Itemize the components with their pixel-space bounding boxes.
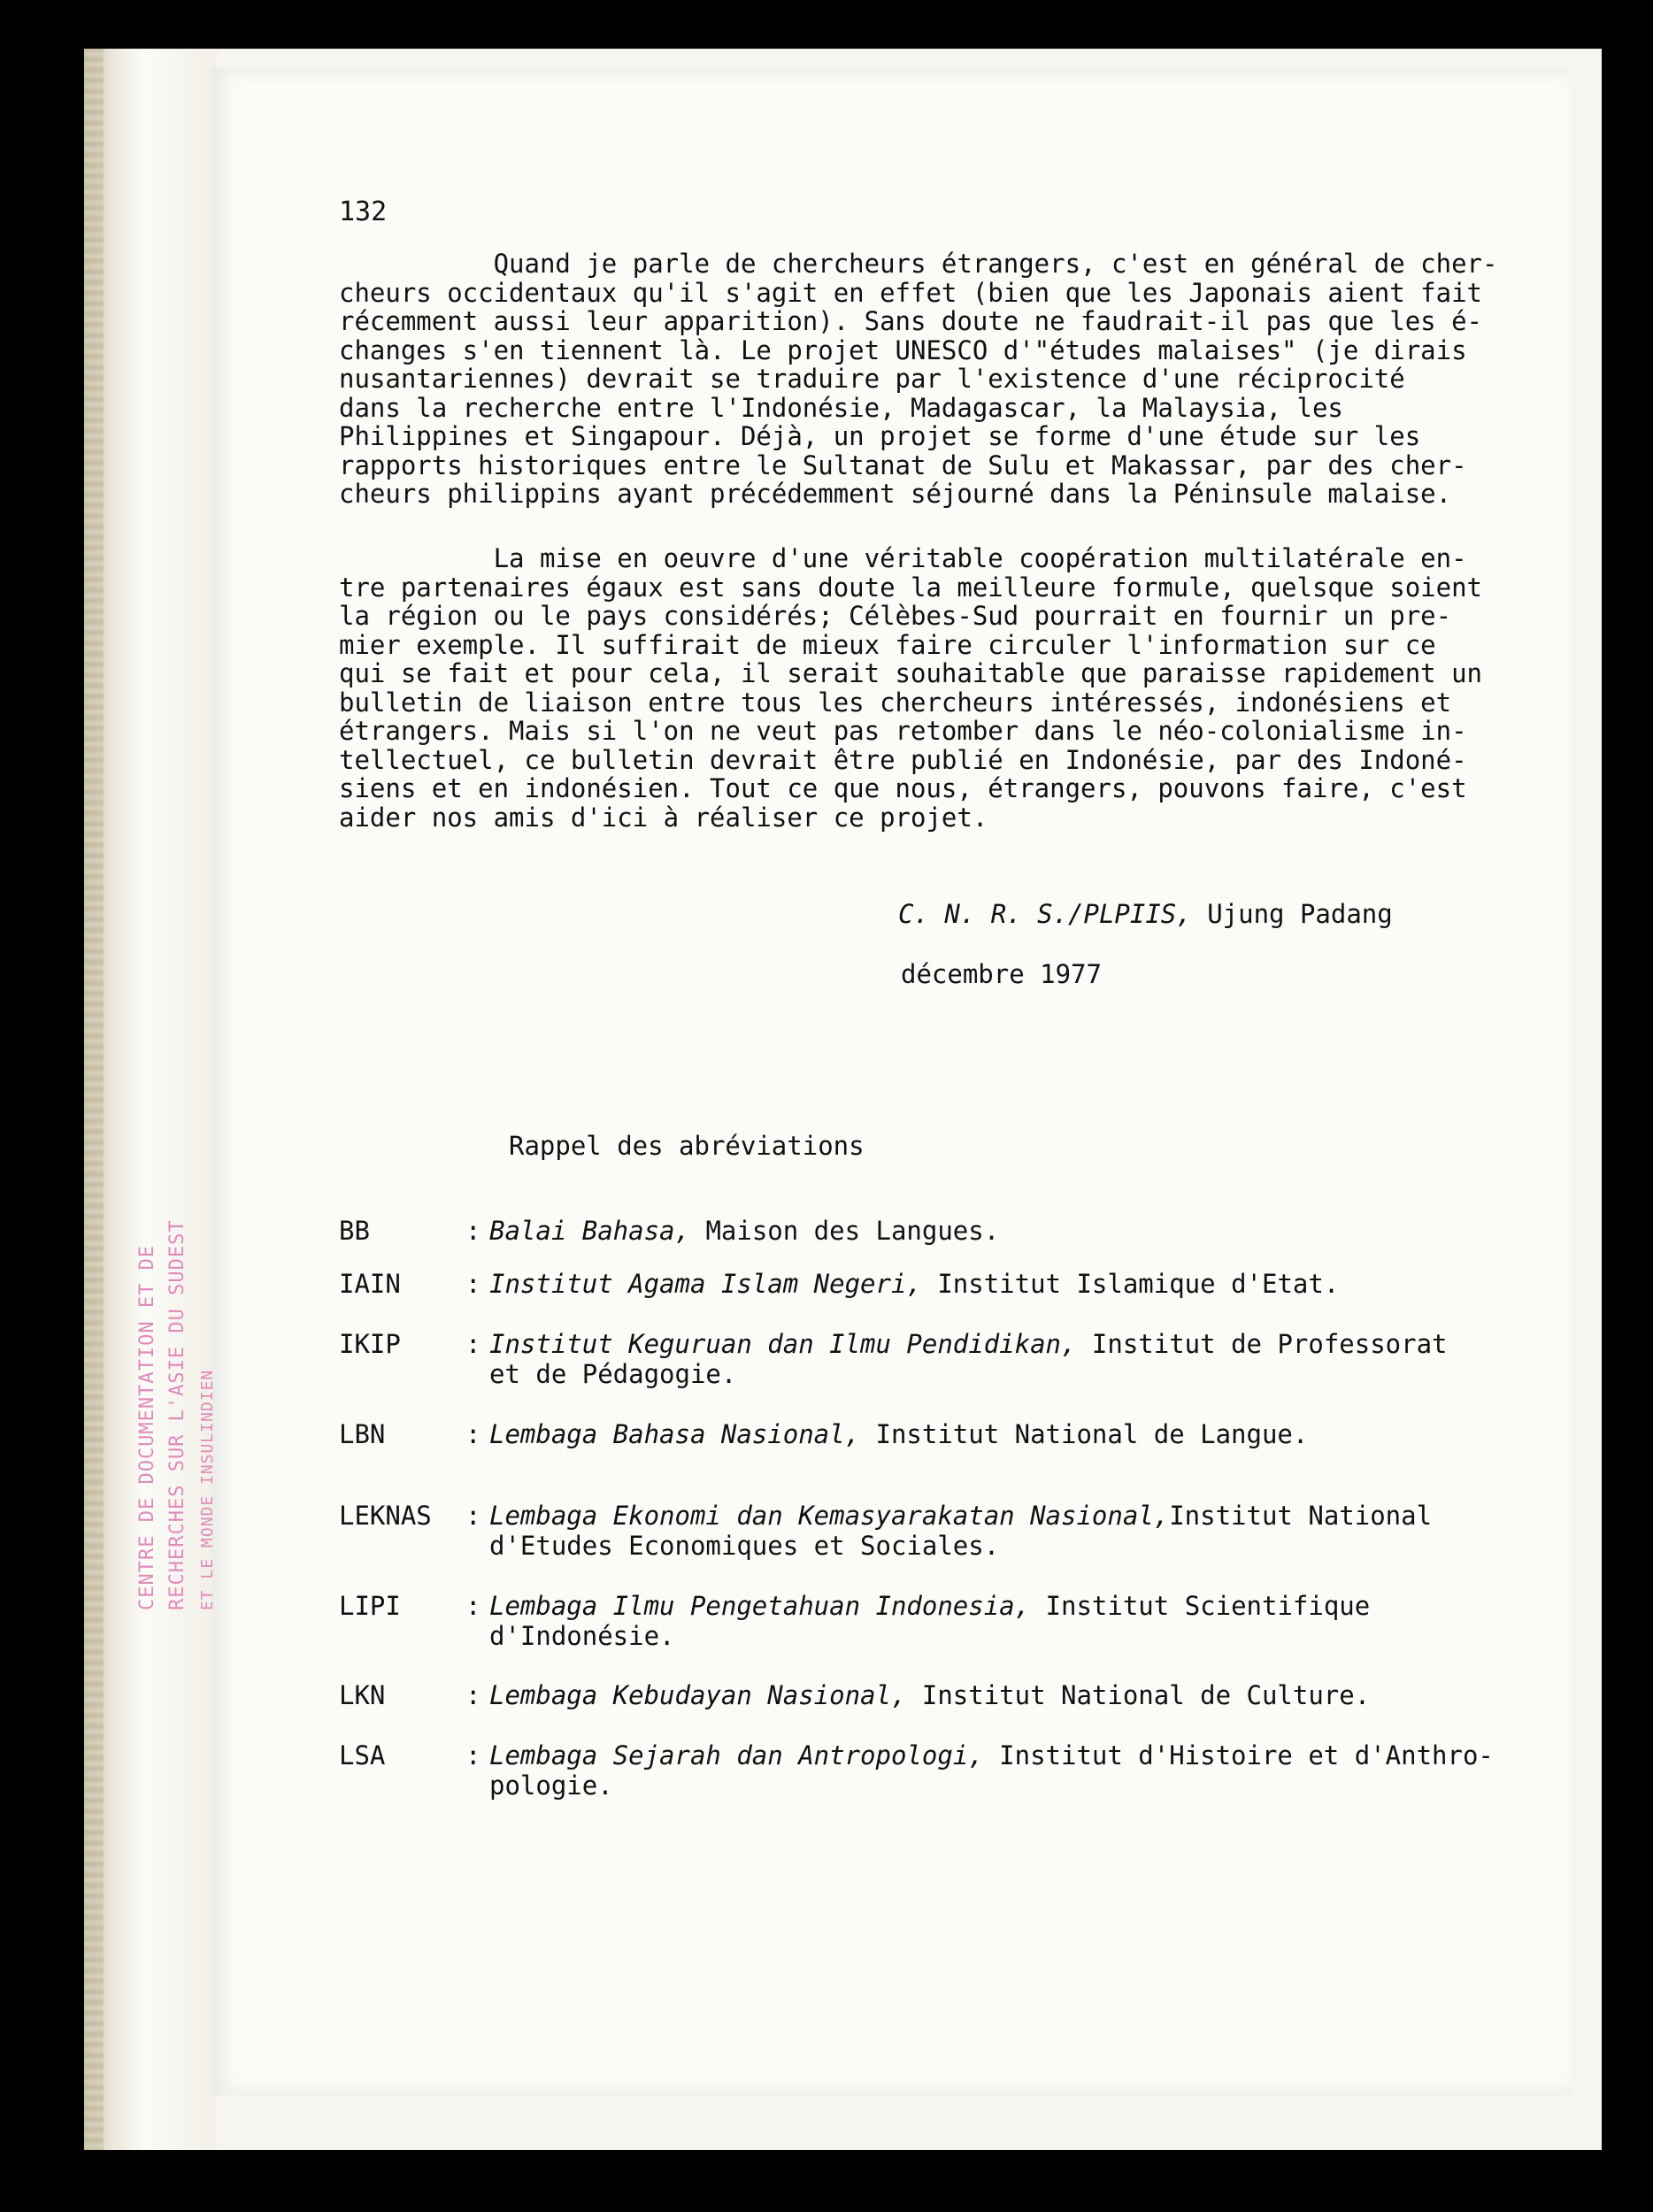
abbreviation-original: Lembaga Ilmu Pengetahuan Indonesia,: [489, 1591, 1031, 1621]
text-line: bulletin de liaison entre tous les chercheurs intéressés, indonésiens et: [339, 687, 1452, 718]
separator: :: [465, 1216, 481, 1246]
library-stamp: [133, 920, 239, 1610]
paragraph-2: [339, 543, 1483, 833]
abbreviation-continuation: d'Indonésie.: [489, 1621, 675, 1651]
text-line: rapports historiques entre le Sultanat de Sulu et Makassar, par des cher-: [339, 449, 1467, 480]
abbreviation-code: LBN: [339, 1419, 386, 1449]
abbreviation-original: Institut Keguruan dan Ilmu Pendidikan,: [489, 1329, 1077, 1359]
abbreviation-code: BB: [339, 1216, 370, 1246]
text-line: mier exemple. Il suffirait de mieux faire circuler l'information sur ce: [339, 629, 1436, 660]
signature-place: Ujung Padang: [1207, 899, 1393, 929]
abbreviation-original: Lembaga Ekonomi dan Kemasyarakatan Nasional,: [489, 1501, 1170, 1531]
stamp-line-2: RECHERCHES SUR L'ASIE DU SUDEST: [166, 1219, 188, 1610]
text-line: nusantariennes) devrait se traduire par l'existence d'une réciprocité: [339, 364, 1405, 394]
text-line: cheurs occidentaux qu'il s'agit en effet (bien que les Japonais aient fait: [339, 277, 1483, 308]
abbreviation-translation: Maison des Langues.: [689, 1216, 1000, 1246]
abbreviation-translation: Institut Islamique d'Etat.: [921, 1269, 1340, 1299]
abbreviation-original: Institut Agama Islam Negeri,: [489, 1269, 922, 1299]
text-line: Quand je parle de chercheurs étrangers, c'est en général de cher-: [339, 249, 1498, 279]
stamp-line-3: ET LE MONDE INSULINDIEN: [198, 1369, 217, 1610]
text-line: Philippines et Singapour. Déjà, un projet se forme d'une étude sur les: [339, 421, 1421, 451]
separator: :: [465, 1680, 481, 1710]
abbreviation-translation: Institut National de Langue.: [860, 1419, 1309, 1449]
signature-line: [898, 899, 1393, 929]
signature-date: décembre 1977: [901, 959, 1102, 989]
abbreviation-translation: Institut d'Histoire et d'Anthro-: [983, 1740, 1494, 1770]
abbreviation-code: IKIP: [339, 1329, 401, 1359]
abbreviation-original: Balai Bahasa,: [489, 1216, 690, 1246]
abbreviation-code: IAIN: [339, 1269, 401, 1299]
abbreviation-code: LKN: [339, 1680, 386, 1710]
abbreviations-title: Rappel des abréviations: [509, 1131, 865, 1161]
abbreviation-original: Lembaga Bahasa Nasional,: [489, 1419, 861, 1449]
stamp-line-1: CENTRE DE DOCUMENTATION ET DE: [136, 1244, 158, 1610]
abbreviation-original: Lembaga Sejarah dan Antropologi,: [489, 1740, 984, 1770]
separator: :: [465, 1329, 481, 1359]
separator: :: [465, 1740, 481, 1770]
abbreviation-translation: Institut National de Culture.: [906, 1680, 1371, 1710]
paragraph-1: [339, 249, 1498, 509]
separator: :: [465, 1591, 481, 1621]
abbreviation-code: LEKNAS: [339, 1501, 432, 1531]
text-line: aider nos amis d'ici à réaliser ce projet.: [339, 802, 988, 833]
text-line: qui se fait et pour cela, il serait souhaitable que paraisse rapidement un: [339, 658, 1483, 688]
page-number: 132: [339, 196, 388, 227]
text-line: changes s'en tiennent là. Le projet UNESCO d'"études malaises" (je dirais: [339, 334, 1467, 365]
text-line: siens et en indonésien. Tout ce que nous, étrangers, pouvons faire, c'est: [339, 773, 1467, 803]
abbreviation-translation: Institut de Professorat: [1076, 1329, 1448, 1359]
separator: :: [465, 1419, 481, 1449]
text-line: étrangers. Mais si l'on ne veut pas retomber dans le néo-colonialisme in-: [339, 716, 1467, 746]
abbreviation-continuation: pologie.: [489, 1770, 613, 1801]
separator: :: [465, 1501, 481, 1531]
abbreviation-code: LIPI: [339, 1591, 401, 1621]
text-line: la région ou le pays considérés; Célèbes-Sud pourrait en fournir un pre-: [339, 601, 1452, 631]
text-line: cheurs philippins ayant précédemment séjourné dans la Péninsule malaise.: [339, 479, 1452, 509]
text-line: dans la recherche entre l'Indonésie, Madagascar, la Malaysia, les: [339, 392, 1343, 423]
text-line: La mise en oeuvre d'une véritable coopération multilatérale en-: [339, 543, 1467, 573]
abbreviation-translation: Institut Scientifique: [1030, 1591, 1371, 1621]
signature-org: C. N. R. S./PLPIIS,: [898, 899, 1192, 929]
text-line: tellectuel, ce bulletin devrait être publié en Indonésie, par des Indoné-: [339, 744, 1467, 775]
abbreviation-continuation: et de Pédagogie.: [489, 1359, 737, 1389]
text-line: tre partenaires égaux est sans doute la meilleure formule, quelsque soient: [339, 572, 1483, 603]
text-line: récemment aussi leur apparition). Sans doute ne faudrait-il pas que les é-: [339, 306, 1483, 336]
abbreviation-translation: Institut National: [1169, 1501, 1433, 1531]
abbreviation-original: Lembaga Kebudayan Nasional,: [489, 1680, 907, 1710]
abbreviation-code: LSA: [339, 1740, 386, 1770]
separator: :: [465, 1269, 481, 1299]
abbreviation-continuation: d'Etudes Economiques et Sociales.: [489, 1531, 1000, 1561]
